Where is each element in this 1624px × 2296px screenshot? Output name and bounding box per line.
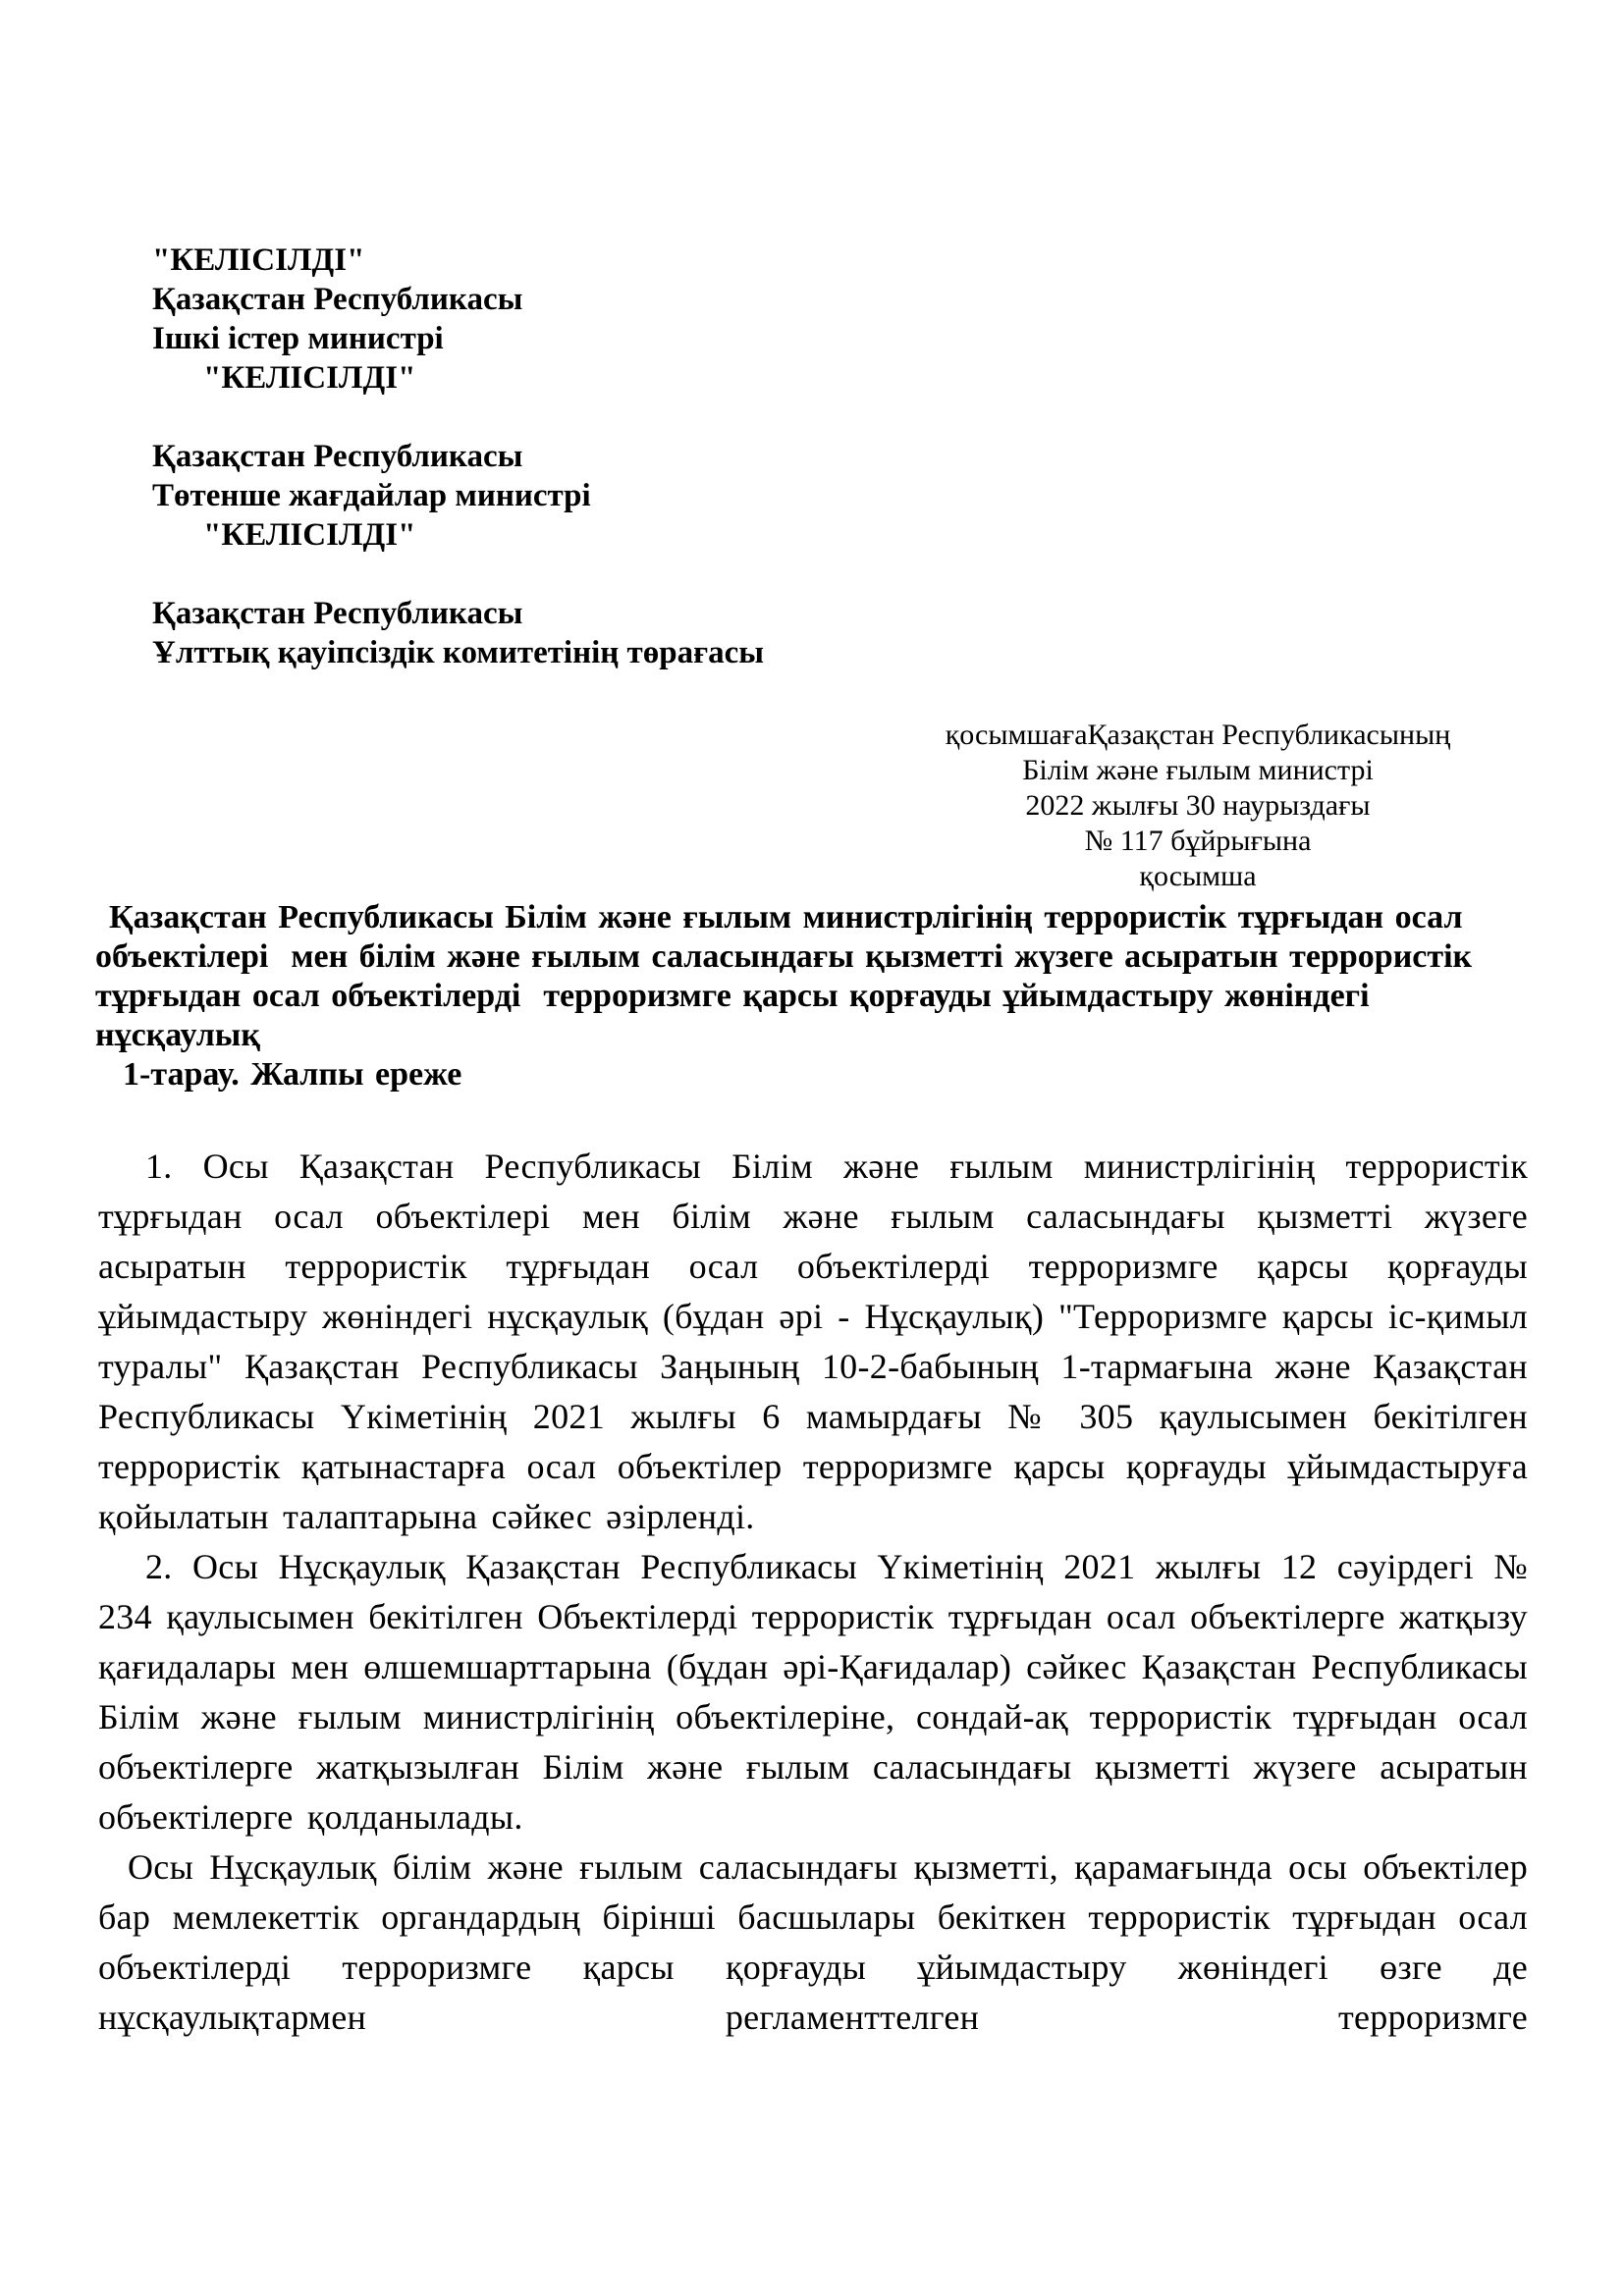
- approval-block-emergency-ministry: [152, 437, 1624, 555]
- approval-official-title: Төтенше жағдайлар министрі: [152, 478, 591, 513]
- approval-block-security-committee: [152, 594, 1624, 672]
- body-text-section: [98, 1142, 1528, 2043]
- paragraph-3: Осы Нұсқаулық білім және ғылым саласындағы қызметті, қарамағында осы объектілер бар мемлекеттік органдардың бірінші басшылары бекіткен террористік тұрғыдан осал объектілерді терроризмге қарсы қорғауды ұйымдастыру жөніндегі өзге де нұсқаулықтармен регламенттелген терроризмге: [98, 1847, 1528, 2037]
- approval-agreed-label: "КЕЛІСІЛДІ": [152, 242, 365, 278]
- approval-country: Қазақстан Республикасы: [152, 282, 523, 317]
- approval-block-interior-ministry: [152, 240, 1624, 398]
- annex-line: қосымша: [1139, 860, 1257, 892]
- annex-line: 2022 жылғы 30 наурыздағы: [1025, 789, 1371, 822]
- title-section: [95, 898, 1537, 1095]
- annex-line: Білім және ғылым министрі: [1022, 754, 1374, 786]
- paragraph-2: 2. Осы Нұсқаулық Қазақстан Республикасы Үкіметінің 2021 жылғы 12 сәуірдегі № 234 қаулысымен бекітілген Объектілерді террористік тұрғыдан осал объектілерге жатқызу қағидалары мен өлшемшарттарына (бұдан әрі-Қағидалар) сәйкес Қазақстан Республикасы Білім және ғылым министрлігінің объектілеріне, сондай-ақ террористік тұрғыдан осал объектілерге жатқызылған Білім және ғылым саласындағы қызметті жүзеге асыратын объектілерге қолданылады.: [98, 1547, 1528, 1837]
- annex-line: қосымшағаҚазақстан Республикасының: [945, 719, 1451, 751]
- approval-agreed-label: "КЕЛІСІЛДІ": [203, 517, 416, 553]
- approval-country: Қазақстан Республикасы: [152, 596, 523, 631]
- approval-country: Қазақстан Республикасы: [152, 439, 523, 474]
- paragraph-1: 1. Осы Қазақстан Республикасы Білім және ғылым министрлігінің террористік тұрғыдан осал объектілері мен білім және ғылым саласындағы қызметті жүзеге асыратын террористік тұрғыдан осал объектілерді терроризмге қарсы қорғауды ұйымдастыру жөніндегі нұсқаулық (бұдан әрі - Нұсқаулық) "Терроризмге қарсы іс-қимыл туралы" Қазақстан Республикасы Заңының 10-2-бабының 1-тармағына және Қазақстан Республикасы Үкіметінің 2021 жылғы 6 мамырдағы № 305 қаулысымен бекітілген террористік қатынастарға осал объектілер терроризмге қарсы қорғауды ұйымдастыруға қойылатын талаптарына сәйкес әзірленді.: [98, 1147, 1528, 1536]
- approval-section: [152, 240, 1624, 672]
- annex-reference-block: [941, 718, 1455, 894]
- approval-official-title: Ұлттық қауіпсіздік комитетінің төрағасы: [152, 635, 765, 670]
- approval-official-title: Ішкі істер министрі: [152, 321, 444, 356]
- approval-agreed-label: "КЕЛІСІЛДІ": [203, 360, 416, 396]
- chapter-heading: 1-тарау. Жалпы ереже: [123, 1056, 462, 1093]
- annex-line: № 117 бұйрығына: [1084, 825, 1312, 857]
- document-title: Қазақстан Республикасы Білім және ғылым министрлігінің террористік тұрғыдан осал объектілері мен білім және ғылым саласындағы қызметті жүзеге асыратын террористік тұрғыдан осал объектілерді терроризмге қарсы қорғауды ұйымдастыру жөніндегі нұсқаулық: [95, 899, 1484, 1053]
